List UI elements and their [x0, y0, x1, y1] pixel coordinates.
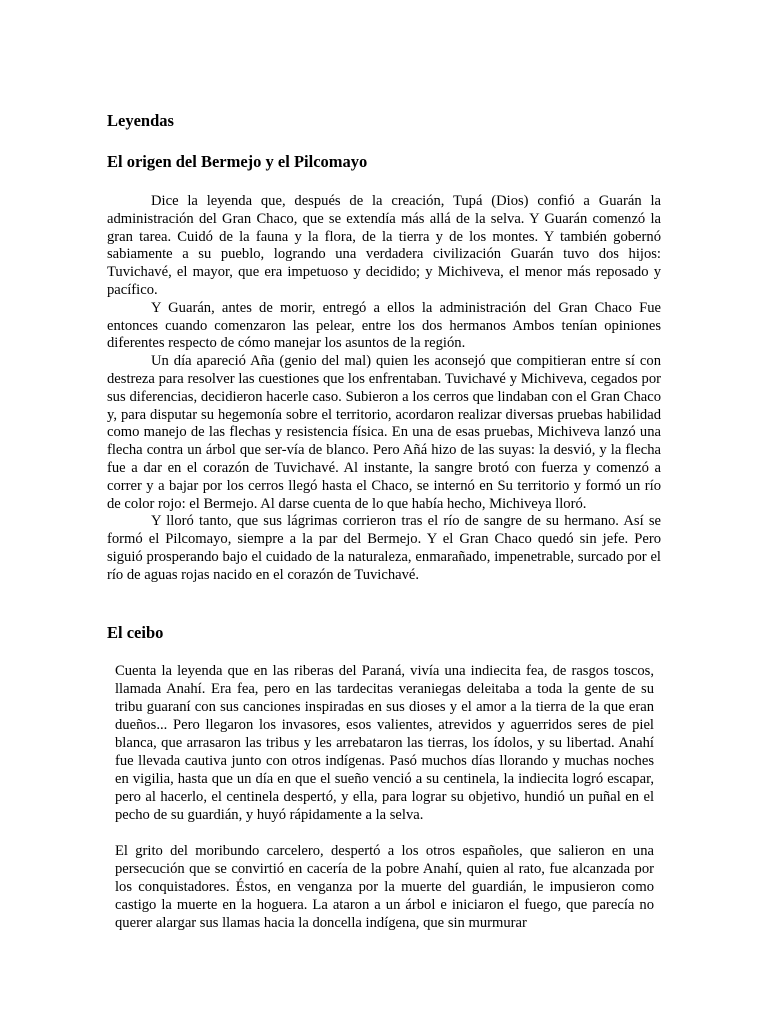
story2-paragraph: Cuenta la leyenda que en las riberas del Paraná, vivía una indiecita fea, de rasgos toscos, llamada Anahí. Era fea, pero en las tardecitas veraniegas deleitaba a toda la gente de su tribu guaraní con sus canciones inspiradas en sus dioses y el amor a la tierra de la que eran dueños... Pero llegaron los invasores, esos valientes, atrevidos y aguerridos seres de piel blanca, que arrasaron las tribus y les arrebataron las tierras, los ídolos, y su libertad. Anahí fue llevada cautiva junto con otros indígenas. Pasó muchos días llorando y muchas noches en vigilia, hasta que un día en que el sueño venció a su centinela, la indiecita logró escapar, pero al hacerlo, el centinela despertó, y ella, para lograr su objetivo, hundió un puñal en el pecho de su guardián, y huyó rápidamente a la selva. — [115, 663, 654, 823]
story2-paragraph: El grito del moribundo carcelero, despertó a los otros españoles, que salieron en una persecución que se convirtió en cacería de la pobre Anahí, quien al rato, fue alcanzada por los conquistadores. Éstos, en venganza por la muerte del guardián, le impusieron como castigo la muerte en la hoguera. La ataron a un árbol e iniciaron el fuego, que parecía no querer alargar sus llamas hacia la doncella indígena, que sin murmurar — [115, 843, 654, 931]
story1-paragraph: Y Guarán, antes de morir, entregó a ellos la administración del Gran Chaco Fue entonces cuando comenzaron las pelear, entre los dos hermanos Ambos tenían opiniones diferentes respecto de cómo manejar los asuntos de la región. — [107, 299, 661, 352]
story2-body — [115, 662, 654, 950]
story1-paragraph: Y lloró tanto, que sus lágrimas corrieron tras el río de sangre de su hermano. Así se formó el Pilcomayo, siempre a la par del Bermejo. Y el Gran Chaco quedó sin jefe. Pero siguió prosperando bajo el cuidado de la naturaleza, enmarañado, impenetrable, surcado por el río de aguas rojas nacido en el corazón de Tuvichavé. — [107, 513, 661, 583]
story1-body — [107, 193, 661, 585]
story1-paragraph: Dice la leyenda que, después de la creación, Tupá (Dios) confió a Guarán la administración del Gran Chaco, que se extendía más allá de la selva. Y Guarán comenzó la gran tarea. Cuidó de la fauna y la flora, de la tierra y de los montes. Y también gobernó sabiamente a su pueblo, logrando una verdadera civilización Guarán tuvo dos hijos: Tuvichavé, el mayor, que era impetuoso y decidido; y Michiveva, el menor más reposado y pacífico. — [107, 193, 661, 298]
story1-title: El origen del Bermejo y el Pilcomayo — [107, 152, 368, 171]
story1-paragraph: Un día apareció Aña (genio del mal) quien les aconsejó que compitieran entre sí con destreza para resolver las cuestiones que los enfrentaban. Tuvichavé y Michiveva, cegados por sus diferencias, decidieron hacerle caso. Subieron a los cerros que lindaban con el Gran Chaco y, para disputar su hegemonía sobre el territorio, acordaron realizar diversas pruebas habilidad como manejo de las flechas y resistencia física. En una de esas pruebas, Michiveva lanzó una flecha contra un árbol que ser-vía de blanco. Pero Añá hizo de las suyas: la desvió, y la flecha fue a dar en el corazón de Tuvichavé. Al instante, la sangre brotó con fuerza y comenzó a correr y a bajar por los cerros llegó hasta el Chaco, se internó en Su territorio y formó un río de color rojo: el Bermejo. Al darse cuenta de lo que había hecho, Michiveya lloró. — [107, 353, 661, 512]
section-title: Leyendas — [107, 111, 174, 130]
story2-title: El ceibo — [107, 623, 164, 642]
